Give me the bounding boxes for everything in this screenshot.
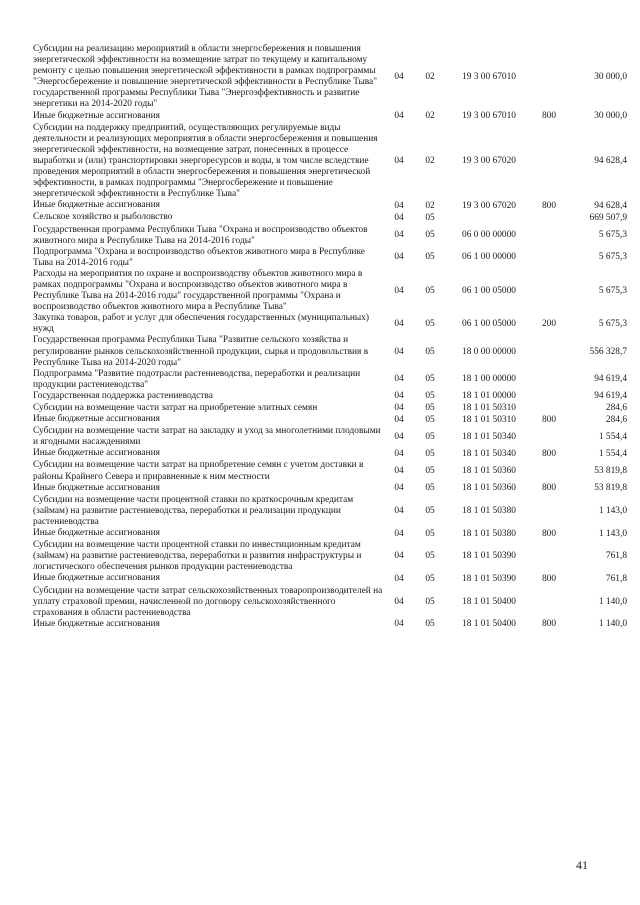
row-rz: 04 xyxy=(394,285,404,296)
row-name: Субсидии на возмещение части процентной ставки по краткосрочным кредитам (займам) на развитие растениеводства, переработки и реализации продукции растениеводства xyxy=(33,494,354,527)
row-pr: 05 xyxy=(425,346,435,357)
table-row xyxy=(33,123,627,201)
row-csr: 18 0 00 00000 xyxy=(462,346,516,357)
row-name: Иные бюджетные ассигнования xyxy=(33,573,160,584)
row-sum: 284,6 xyxy=(605,414,627,425)
row-csr: 18 1 01 50400 xyxy=(462,619,516,630)
row-vr xyxy=(531,212,567,224)
row-rz: 04 xyxy=(394,346,404,357)
budget-table-body xyxy=(33,44,627,631)
row-pr: 05 xyxy=(425,230,435,241)
row-name: Государственная программа Республики Тыва "Развитие сельского хозяйства и регулирование рынков сельскохозяйственной продукции, сырья и продовольствия в Республике Тыва на 2014-2020 годы" xyxy=(33,335,369,368)
row-name: Иные бюджетные ассигнования xyxy=(33,618,160,629)
row-sum: 94 619,4 xyxy=(594,374,627,385)
row-sum: 1 140,0 xyxy=(598,619,627,630)
row-csr: 18 1 01 50340 xyxy=(462,431,516,442)
table-row xyxy=(33,448,627,460)
row-sum: 761,8 xyxy=(605,551,627,562)
row-vr xyxy=(531,369,567,391)
row-csr: 06 1 00 05000 xyxy=(462,318,516,329)
row-pr: 05 xyxy=(425,596,435,607)
row-sum: 94 619,4 xyxy=(594,391,627,402)
row-rz: 04 xyxy=(394,155,404,166)
row-name: Субсидии на возмещение части затрат на приобретение семян с учетом доставки в районы Крайнего Севера и приравненные к ним местности xyxy=(33,460,364,482)
table-row xyxy=(33,586,627,619)
row-sum: 1 554,4 xyxy=(598,448,627,459)
row-name: Иные бюджетные ассигнования xyxy=(33,528,160,539)
row-rz: 04 xyxy=(394,391,404,402)
row-csr: 19 3 00 67010 xyxy=(462,71,516,82)
row-sum: 1 143,0 xyxy=(598,528,627,539)
row-csr: 19 3 00 67020 xyxy=(462,200,516,211)
page-number: 41 xyxy=(576,858,588,872)
row-pr: 05 xyxy=(425,374,435,385)
row-pr: 05 xyxy=(425,252,435,263)
row-name: Иные бюджетные ассигнования xyxy=(33,414,160,425)
row-rz: 04 xyxy=(394,200,404,211)
row-sum: 53 819,8 xyxy=(594,466,627,477)
row-pr: 05 xyxy=(425,505,435,516)
row-vr xyxy=(531,495,567,528)
row-sum: 1 140,0 xyxy=(598,596,627,607)
row-pr: 05 xyxy=(425,528,435,539)
row-pr: 02 xyxy=(425,200,435,211)
row-rz: 04 xyxy=(394,111,404,122)
row-rz: 04 xyxy=(394,230,404,241)
row-sum: 1 554,4 xyxy=(598,431,627,442)
table-row xyxy=(33,426,627,448)
row-csr: 18 1 01 50360 xyxy=(462,466,516,477)
row-pr: 05 xyxy=(425,403,435,413)
row-rz: 04 xyxy=(394,431,404,442)
row-pr: 05 xyxy=(425,483,435,494)
row-csr: 18 1 01 50310 xyxy=(462,403,516,413)
row-pr: 05 xyxy=(425,619,435,630)
row-vr xyxy=(531,123,567,201)
row-csr xyxy=(447,212,531,224)
table-row xyxy=(33,269,627,313)
row-sum: 5 675,3 xyxy=(598,230,627,241)
row-vr: 800 xyxy=(541,111,557,122)
row-rz: 04 xyxy=(394,528,404,539)
row-rz: 04 xyxy=(394,483,404,494)
row-rz: 04 xyxy=(394,551,404,562)
row-sum: 30 000,0 xyxy=(594,111,627,122)
row-rz: 04 xyxy=(394,448,404,459)
budget-table xyxy=(33,44,627,631)
table-row xyxy=(33,212,627,224)
row-pr: 05 xyxy=(425,212,435,223)
row-vr xyxy=(531,391,567,403)
row-vr xyxy=(531,269,567,313)
table-row xyxy=(33,111,627,123)
row-sum: 1 143,0 xyxy=(598,505,627,516)
row-pr: 05 xyxy=(425,551,435,562)
row-csr: 19 3 00 67010 xyxy=(462,111,516,122)
row-pr: 05 xyxy=(425,448,435,459)
row-rz: 04 xyxy=(394,318,404,329)
row-rz: 04 xyxy=(394,573,404,584)
row-vr xyxy=(531,225,567,247)
row-vr xyxy=(531,426,567,448)
table-row xyxy=(33,44,627,111)
row-csr: 18 1 01 50310 xyxy=(462,414,516,425)
row-csr: 18 1 00 00000 xyxy=(462,374,516,385)
table-row xyxy=(33,540,627,573)
table-row xyxy=(33,200,627,212)
row-sum: 5 675,3 xyxy=(598,318,627,329)
table-row xyxy=(33,335,627,368)
table-row xyxy=(33,573,627,585)
row-vr: 800 xyxy=(541,573,557,584)
row-name: Сельское хозяйство и рыболовство xyxy=(33,212,173,223)
row-vr: 200 xyxy=(541,318,557,329)
row-vr xyxy=(531,460,567,482)
row-rz: 04 xyxy=(394,596,404,607)
row-name: Закупка товаров, работ и услуг для обеспечения государственных (муниципальных) нужд xyxy=(33,313,369,335)
table-row xyxy=(33,483,627,495)
row-pr: 05 xyxy=(425,431,435,442)
row-name: Подпрограмма "Охрана и воспроизводство объектов животного мира в Республике Тыва на 2014-2016 годы" xyxy=(33,246,365,268)
row-csr: 18 1 01 50340 xyxy=(462,448,516,459)
row-vr xyxy=(531,335,567,368)
row-csr: 18 1 01 50400 xyxy=(462,596,516,607)
row-pr: 02 xyxy=(425,155,435,166)
row-name: Подпрограмма "Развитие подотрасли растениеводства, переработки и реализации продукции растениеводства" xyxy=(33,368,361,390)
row-pr: 05 xyxy=(425,414,435,425)
row-pr: 05 xyxy=(425,573,435,584)
row-name: Государственная поддержка растениеводства xyxy=(33,390,213,401)
table-row xyxy=(33,403,627,414)
row-sum: 556 328,7 xyxy=(589,346,627,357)
row-rz: 04 xyxy=(394,252,404,263)
row-sum: 94 628,4 xyxy=(594,200,627,211)
table-row xyxy=(33,414,627,426)
row-vr: 800 xyxy=(541,414,557,425)
row-pr: 05 xyxy=(425,391,435,402)
row-vr: 800 xyxy=(541,483,557,494)
row-pr: 05 xyxy=(425,466,435,477)
row-pr: 05 xyxy=(425,318,435,329)
row-csr: 06 1 00 05000 xyxy=(462,285,516,296)
row-pr: 02 xyxy=(425,111,435,122)
row-csr: 18 1 01 50360 xyxy=(462,483,516,494)
row-rz: 04 xyxy=(394,619,404,630)
row-name: Расходы на мероприятия по охране и воспроизводству объектов животного мира в рамках подпрограммы "Охрана и воспроизводство объектов животного мира в Республике Тыва на 2014-2016 годы" государственной программы "Охрана и воспроизводство объектов животного мира в Республике Тыва" xyxy=(33,268,363,313)
row-csr: 18 1 01 50380 xyxy=(462,528,516,539)
row-vr: 800 xyxy=(541,448,557,459)
row-rz: 04 xyxy=(394,71,404,82)
row-name: Иные бюджетные ассигнования xyxy=(33,448,160,459)
row-sum: 5 675,3 xyxy=(598,252,627,263)
row-csr: 06 0 00 00000 xyxy=(462,230,516,241)
table-row xyxy=(33,460,627,482)
row-sum: 30 000,0 xyxy=(594,71,627,82)
row-sum: 284,6 xyxy=(605,403,627,413)
row-csr: 18 1 01 00000 xyxy=(462,391,516,402)
row-name: Субсидии на возмещение части процентной ставки по инвестиционным кредитам (займам) на развитие растениеводства, переработки и развития инфраструктуры и логистического обеспечения рынков продукции растениеводства xyxy=(33,540,362,573)
row-vr xyxy=(531,586,567,619)
row-vr xyxy=(531,540,567,573)
row-csr: 19 3 00 67020 xyxy=(462,155,516,166)
row-csr: 18 1 01 50390 xyxy=(462,573,516,584)
row-pr: 05 xyxy=(425,285,435,296)
row-rz: 04 xyxy=(394,374,404,385)
row-vr xyxy=(531,247,567,269)
table-row xyxy=(33,225,627,247)
row-sum: 669 507,9 xyxy=(589,212,627,223)
row-csr: 18 1 01 50390 xyxy=(462,551,516,562)
row-sum: 53 819,8 xyxy=(594,483,627,494)
row-pr: 02 xyxy=(425,71,435,82)
row-csr: 18 1 01 50380 xyxy=(462,505,516,516)
row-name: Субсидии на возмещение части затрат на приобретение элитных семян xyxy=(33,403,318,413)
row-rz: 04 xyxy=(394,466,404,477)
row-rz: 04 xyxy=(394,414,404,425)
row-vr xyxy=(531,403,567,414)
row-vr: 800 xyxy=(541,619,557,630)
row-sum: 94 628,4 xyxy=(594,155,627,166)
row-rz: 04 xyxy=(394,505,404,516)
table-row xyxy=(33,247,627,269)
row-name: Иные бюджетные ассигнования xyxy=(33,482,160,493)
table-row xyxy=(33,619,627,631)
row-sum: 761,8 xyxy=(605,573,627,584)
table-row xyxy=(33,528,627,540)
table-row xyxy=(33,495,627,528)
row-name: Государственная программа Республики Тыва "Охрана и воспроизводство объектов животного мира в Республике Тыва на 2014-2016 годы" xyxy=(33,224,368,246)
row-vr: 800 xyxy=(541,528,557,539)
row-name: Субсидии на возмещение части затрат сельскохозяйственных товаропроизводителей на уплату страховой премии, начисленной по договору сельскохозяйственного страхования в области растениеводства xyxy=(33,585,383,618)
row-name: Иные бюджетные ассигнования xyxy=(33,110,160,121)
table-row xyxy=(33,391,627,403)
row-vr xyxy=(531,44,567,111)
row-sum: 5 675,3 xyxy=(598,285,627,296)
row-name: Субсидии на поддержку предприятий, осуществляющих регулируемые виды деятельности и реализующих мероприятия в области энергосбережения и повышения энергетической эффективности, на возмещение затрат, понесенных в процессе выработки и (или) транспортировки энергоресурсов и воды, в том числе вследствие проведения мероприятий в области энергосбережения и повышения энергетической эффективности, в рамках подпрограммы "Энергосбережение и повышение энергетической эффективности в Республике Тыва" xyxy=(33,122,378,200)
row-rz: 04 xyxy=(394,212,404,223)
row-name: Иные бюджетные ассигнования xyxy=(33,200,160,211)
row-csr: 06 1 00 00000 xyxy=(462,252,516,263)
row-rz: 04 xyxy=(394,403,404,413)
table-row xyxy=(33,369,627,391)
row-name: Субсидии на реализацию мероприятий в области энергосбережения и повышения энергетической эффективности на возмещение затрат по текущему и капитальному ремонту с целью повышения энергетической эффективности в рамках подпрограммы "Энергосбережение и повышение энергетической эффективности в Республике Тыва" государственной программы Республики Тыва "Энергоэффективность и развитие энергетики на 2014-2020 годы" xyxy=(33,44,378,110)
row-name: Субсидии на возмещение части затрат на закладку и уход за многолетними плодовыми и ягодными насаждениями xyxy=(33,426,381,448)
row-vr: 800 xyxy=(541,200,557,211)
table-row xyxy=(33,313,627,335)
